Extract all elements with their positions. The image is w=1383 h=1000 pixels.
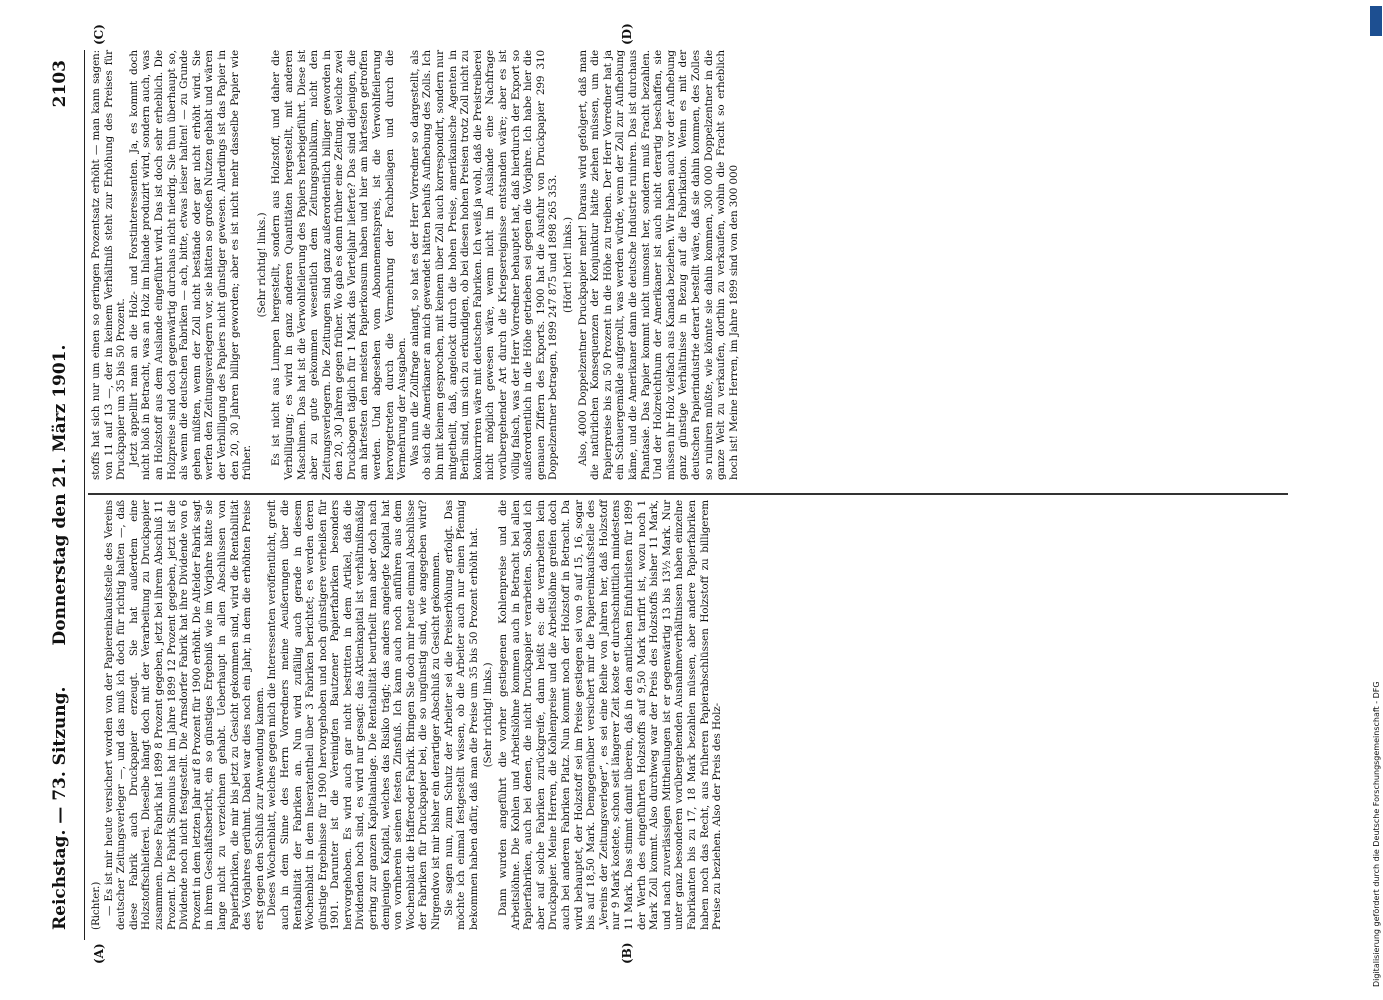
running-header (50, 50, 80, 940)
right-column (90, 50, 740, 480)
header-left: Reichstag. — 73. Sitzung. (50, 686, 70, 930)
paragraph: — Es ist mir heute versichert worden von der Papiereinkaufsstelle des Vereins deutscher Zeitungsverleger —, und das muß ich doch für richtig halten —, daß diese Fabrik auch Druckpapier erzeugt. Sie hat außerdem eine Holzstoffschleiferei. Dieselbe hängt doch mit der Verarbeitung zu Druckpapier zusammen. Diese Fabrik hat 1899 8 Prozent gegeben, jetzt bei ihrem Abschluß 11 Prozent. Die Fabrik Simonius hat im Jahre 1899 12 Prozent gegeben, jetzt ist die Dividende noch nicht festgestellt. Die Arnsdorfer Fabrik hat ihre Dividende von 6 Prozent in dem letzten Jahr auf 8 Prozent für 1900 erhöht. Die Alfelder Fabrik sagt in ihrem Geschäftsbericht, ein so günstiges Ergebniß wie im Vorjahre hätte sie lange nicht zu verzeichnen gehabt. Ueberhaupt in allen Abschlüssen von Papierfabriken, die mir bis jetzt zu Gesicht gekommen sind, wird die Rentabilität des Vorjahres gerühmt. Dabei war dies noch ein Jahr, in dem die erhöhten Preise erst gegen den Schluß zur Anwendung kamen. (102, 500, 266, 930)
paragraph: Dieses Wochenblatt, welches gegen mich die Interessenten veröffentlicht, greift auch in dem Sinne des Herrn Vorredners meine Aeußerungen über die Rentabilität der Fabriken an. Nun wird zufällig auch gerade in diesem Wochenblatt in dem Inseratentheil über 3 Fabriken berichtet; es werden deren günstige Ergebnisse für 1900 hervorgehoben und noch günstigere verheißen für 1901. Darunter ist die Vereinigten Bautzener Papierfabriken besonders hervorgehoben. Es wird auch gar nicht bestritten in dem Artikel, daß die Dividenden hoch sind, es wird nur gesagt: das Aktienkapital ist verhältnißmäßig gering zur ganzen Kapitalanlage. Die Rentabilität beurtheilt man aber doch nach demjenigen Kapital, welches das Risiko trägt; das anders angelegte Kapital hat von vornherein seinen festen Zinsfuß. Ich kann auch noch anführen aus dem Wochenblatt die Hafferoder Fabrik. Bringen Sie doch mir heute einmal Abschlüsse der Fabriken für Druckpapier bei, die so ungünstig sind, wie angegeben wird? Nirgendwo ist mir bisher ein derartiger Abschluß zu Gesicht gekommen. (266, 500, 443, 930)
paragraph: Es ist nicht aus Lumpen hergestellt, sondern aus Holzstoff, und daher die Verbilligung; es wird in ganz anderen Quantitäten hergestellt, mit anderen Maschinen. Das hat ist die Verwohlfeilerung des Papiers herbeigeführt. Diese ist aber zu gute gekommen wesentlich dem Zeitungspublikum, nicht den Zeitungsverlegern. Die Zeitungen sind ganz außerordentlich billiger geworden in den 20, 30 Jahren gegen früher. Wo gab es denn früher eine Zeitung, welche zwei Druckbogen täglich für 1 Mark das Vierteljahr lieferte? Das sind diejenigen, die am härtesten den meisten Papierkonsum haben und hier am härtesten getroffen werden. Und abgesehen vom Abonnementspreis, ist die Verwohlfeilerung hervorgetreten durch die Vermehrung der Fachbeilagen und durch die Vermehrung der Ausgaben. (270, 50, 409, 480)
paragraph: stoffs hat sich nur um einen so geringen Prozentsatz erhöht — man kann sagen: von 11 auf 13 —, der in keinem Verhältniß steht zur Erhöhung des Preises für Druckpapier um 35 bis 50 Prozent. (90, 50, 128, 480)
digitization-note (1372, 12, 1382, 988)
column-divider (88, 493, 1288, 495)
margin-marker-b: (B) (620, 942, 634, 964)
margin-marker-d: (D) (620, 23, 634, 45)
interjection: (Sehr richtig! links.) (255, 212, 268, 318)
paragraph: Dann wurden angeführt die vorher gestiegenen Kohlenpreise und die Arbeitslöhne. Die Kohlen und Arbeitslöhne kommen auch in Betracht bei allen Papierfabriken, auch bei denen, die nicht Druckpapier verarbeiten. Sobald ich aber auf solche Fabriken zurückgreife, dann heißt es: die verarbeiten kein Druckpapier. Meine Herren, die Kohlenpreise und die Arbeitslöhne greifen doch auch bei anderen Fabriken Platz. Nun kommt noch der Holzstoff in Betracht. Da wird behauptet, der Holzstoff sei im Preise gestiegen sei von 9 auf 15, 16, sogar bis auf 18,50 Mark. Demgegenüber versichert mir die Papiereinkaufsstelle des „Vereins der Zeitungsverleger“, es sei eine Reihe von Jahren her, daß Holzstoff nur 9 Mark kostete, schon seit längerer Zeit koste er durchschnittlich mindestens 11 Mark. Das stimmt damit überein, daß in den amtlichen Einfuhrlisten für 1899 der Werth des eingeführten Holzstoffs auf 9,50 Mark tarifirt ist, wozu noch 1 Mark Zoll kommt. Also durchweg war der Preis des Holzstoffs bisher 11 Mark, und nach zuverlässigen Mittheilungen ist er gegenwärtig 13 bis 13½ Mark. Nur unter ganz besonderen vorübergehenden Ausnahmeverhältnissen haben einzelne Fabrikanten bis zu 17, 18 Mark bezahlen müssen, aber andere Papierfabriken haben noch das Recht, aus früheren Papierabschlüssen Holzstoff zu billigerem Preise zu beziehen. Also der Preis des Holz- (497, 500, 724, 930)
paragraph: Jetzt appellirt man an die Holz- und Forstinteressenten. Ja, es kommt doch nicht bloß in Betracht, was an Holz im Inlande produzirt wird, sondern auch, was an Holzstoff aus dem Auslande eingeführt wird. Das ist doch sehr erheblich. Die Holzpreise sind doch gegenwärtig durchaus nicht niedrig. Sie thun überhaupt so, als wenn die deutschen Fabriken — ach, bitte, etwas leiser halten! — zu Grunde gehen müßten, wenn der Zoll nicht bestände oder gar nicht erhöht wird. Sie werfen den Zeitungsverlegern vor, sie hätten so großen Nutzen gehabt und wären der Verbilligung des Papiers nicht günstiger gewesen. Allerdings ist das Papier in den 20, 30 Jahren billiger geworden; aber es ist nicht mehr dasselbe Papier wie früher. (127, 50, 254, 480)
speaker-label: (Richter.) (90, 881, 102, 930)
interjection: (Hört! hört! links.) (561, 217, 574, 313)
margin-marker-c: (C) (92, 24, 106, 45)
interjection: (Sehr richtig! links.) (482, 662, 495, 768)
header-rule (84, 50, 85, 940)
left-column (90, 500, 724, 930)
page-number: 2103 (50, 60, 70, 108)
paragraph: Was nun die Zollfrage anlangt, so hat es der Herr Vorredner so dargestellt, als ob sich die Amerikaner an mich gewendet hätten behufs Aufhebung des Zolls. Ich bin mit keinem gesprochen, mit keinem über Zoll auch korrespondirt, sondern nur mitgetheilt, daß, angelockt durch die hohen Preise, amerikanische Agenten in Berlin sind, um sich zu erkundigen, ob bei diesen hohen Preisen trotz Zoll nicht zu konkurriren wäre mit deutschen Fabriken. Ich weiß ja wohl, daß die Preistreiberei nicht möglich gewesen wäre, wenn nicht im Auslande eine Nachfrage vorübergehender Art durch die Kriegsereignisse entstanden wäre; aber es ist völlig falsch, was der Herr Vorredner behauptet hat, daß hierdurch der Export so außerordentlich in die Höhe getrieben sei gegen die Vorjahre. Ich habe hier die genauen Ziffern des Exports. 1900 hat die Ausfuhr von Druckpapier 299 310 Doppelzentner betragen, 1899 247 875 und 1898 265 353. (408, 50, 560, 480)
digitization-note-text: Digitalisierung gefördert durch die Deutsche Forschungsgemeinschaft - DFG (1372, 681, 1381, 987)
margin-marker-a: (A) (92, 943, 106, 964)
header-center: Donnerstag den 21. März 1901. (50, 344, 70, 646)
paragraph: Also, 4000 Doppelzentner Druckpapier mehr! Daraus wird gefolgert, daß man die natürlichen Konsequenzen der Konjunktur hätte ziehen müssen, um die Papierpreise bis zu 50 Prozent in die Höhe zu treiben. Der Herr Vorredner hat ja ein Schauergemälde aufgerollt, was werden würde, wenn der Zoll zur Aufhebung käme, und die Amerikaner dann die deutsche Industrie ruiniren. Das ist durchaus Phantasie. Das Papier kommt nicht umsonst her, sondern muß Fracht bezahlen. Und der Holzreichthum der Amerikaner ist auch nicht derartig beschaffen, sie müssen ihr Holz vielfach aus Kanada beziehen. Wir haben auch vor der Aufhebung ganz günstige Verhältnisse in Bezug auf die Fabrikation. Wenn es mit der deutschen Papierindustrie derart bestellt wäre, daß sie dahin kommen, des Zolles so ruiniren müßte, wie könnte sie dahin kommen, 300 000 Doppelzentner in die ganze Welt zu verkaufen, dorthin zu verkaufen, wohin die Fracht so erheblich hoch ist! Meine Herren, im Jahre 1899 sind von den 300 000 (576, 50, 740, 480)
paragraph: Sie sagen nun, zum Schutz der Arbeiter sei die Preiserhöhung erfolgt. Das möchte ich einmal festgestellt wissen, ob die Arbeiter auch nur einen Pfennig bekommen haben dafür, daß man die Preise um 35 bis 50 Prozent erhöht hat. (442, 500, 480, 930)
